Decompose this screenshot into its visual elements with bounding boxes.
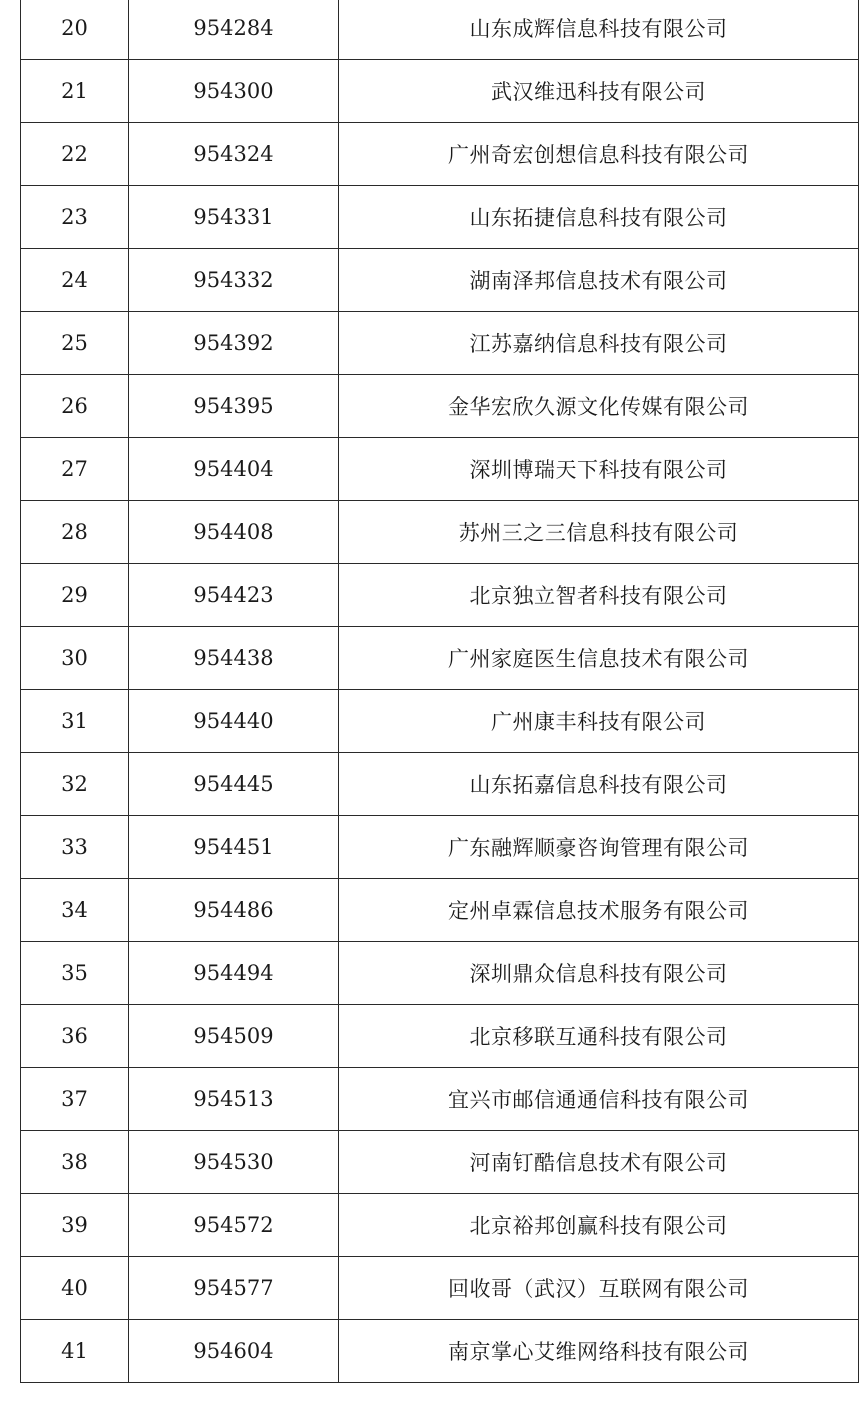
row-company-cell: 武汉维迅科技有限公司 <box>339 60 859 123</box>
table-row <box>21 627 859 690</box>
row-index-cell: 29 <box>21 564 129 627</box>
row-company-cell: 深圳鼎众信息科技有限公司 <box>339 942 859 1005</box>
table-row <box>21 942 859 1005</box>
row-company-cell: 北京移联互通科技有限公司 <box>339 1005 859 1068</box>
row-code-cell: 954530 <box>129 1131 339 1194</box>
table-row <box>21 1257 859 1320</box>
table-row <box>21 1194 859 1257</box>
row-index-cell: 31 <box>21 690 129 753</box>
table-row <box>21 501 859 564</box>
row-company-cell: 定州卓霖信息技术服务有限公司 <box>339 879 859 942</box>
row-code-cell: 954331 <box>129 186 339 249</box>
row-index-cell: 41 <box>21 1320 129 1383</box>
row-code-cell: 954284 <box>129 0 339 60</box>
row-index-cell: 34 <box>21 879 129 942</box>
table-row <box>21 1068 859 1131</box>
row-company-cell: 湖南泽邦信息技术有限公司 <box>339 249 859 312</box>
row-company-cell: 宜兴市邮信通通信科技有限公司 <box>339 1068 859 1131</box>
row-index-cell: 35 <box>21 942 129 1005</box>
row-company-cell: 北京裕邦创赢科技有限公司 <box>339 1194 859 1257</box>
row-company-cell: 回收哥（武汉）互联网有限公司 <box>339 1257 859 1320</box>
table-row <box>21 879 859 942</box>
table-row <box>21 753 859 816</box>
table-row <box>21 249 859 312</box>
row-code-cell: 954572 <box>129 1194 339 1257</box>
row-index-cell: 32 <box>21 753 129 816</box>
row-company-cell: 苏州三之三信息科技有限公司 <box>339 501 859 564</box>
row-company-cell: 南京掌心艾维网络科技有限公司 <box>339 1320 859 1383</box>
row-code-cell: 954404 <box>129 438 339 501</box>
row-code-cell: 954440 <box>129 690 339 753</box>
row-code-cell: 954395 <box>129 375 339 438</box>
table-row <box>21 1131 859 1194</box>
row-index-cell: 37 <box>21 1068 129 1131</box>
row-index-cell: 26 <box>21 375 129 438</box>
row-code-cell: 954494 <box>129 942 339 1005</box>
row-code-cell: 954486 <box>129 879 339 942</box>
row-code-cell: 954423 <box>129 564 339 627</box>
row-code-cell: 954300 <box>129 60 339 123</box>
row-index-cell: 21 <box>21 60 129 123</box>
row-code-cell: 954509 <box>129 1005 339 1068</box>
table-row <box>21 816 859 879</box>
row-code-cell: 954577 <box>129 1257 339 1320</box>
table-row <box>21 123 859 186</box>
row-index-cell: 39 <box>21 1194 129 1257</box>
table-row <box>21 312 859 375</box>
row-index-cell: 30 <box>21 627 129 690</box>
row-index-cell: 33 <box>21 816 129 879</box>
row-code-cell: 954392 <box>129 312 339 375</box>
table-row <box>21 0 859 60</box>
row-index-cell: 22 <box>21 123 129 186</box>
row-company-cell: 金华宏欣久源文化传媒有限公司 <box>339 375 859 438</box>
row-code-cell: 954438 <box>129 627 339 690</box>
row-company-cell: 广州家庭医生信息技术有限公司 <box>339 627 859 690</box>
row-code-cell: 954513 <box>129 1068 339 1131</box>
row-code-cell: 954604 <box>129 1320 339 1383</box>
row-index-cell: 24 <box>21 249 129 312</box>
row-company-cell: 北京独立智者科技有限公司 <box>339 564 859 627</box>
row-company-cell: 山东拓嘉信息科技有限公司 <box>339 753 859 816</box>
table-body <box>21 0 859 1383</box>
row-company-cell: 河南钉酷信息技术有限公司 <box>339 1131 859 1194</box>
row-company-cell: 江苏嘉纳信息科技有限公司 <box>339 312 859 375</box>
table-row <box>21 375 859 438</box>
row-company-cell: 广州康丰科技有限公司 <box>339 690 859 753</box>
table-row <box>21 186 859 249</box>
row-code-cell: 954408 <box>129 501 339 564</box>
row-company-cell: 山东拓捷信息科技有限公司 <box>339 186 859 249</box>
table-row <box>21 1320 859 1383</box>
table-row <box>21 564 859 627</box>
table-row <box>21 438 859 501</box>
table-row <box>21 60 859 123</box>
row-index-cell: 23 <box>21 186 129 249</box>
table-row <box>21 1005 859 1068</box>
row-index-cell: 40 <box>21 1257 129 1320</box>
row-company-cell: 深圳博瑞天下科技有限公司 <box>339 438 859 501</box>
row-index-cell: 25 <box>21 312 129 375</box>
row-company-cell: 广州奇宏创想信息科技有限公司 <box>339 123 859 186</box>
row-code-cell: 954445 <box>129 753 339 816</box>
row-code-cell: 954451 <box>129 816 339 879</box>
row-code-cell: 954324 <box>129 123 339 186</box>
row-index-cell: 27 <box>21 438 129 501</box>
row-index-cell: 20 <box>21 0 129 60</box>
row-index-cell: 28 <box>21 501 129 564</box>
row-index-cell: 38 <box>21 1131 129 1194</box>
row-code-cell: 954332 <box>129 249 339 312</box>
table-row <box>21 690 859 753</box>
company-number-table <box>20 0 859 1383</box>
row-index-cell: 36 <box>21 1005 129 1068</box>
row-company-cell: 广东融辉顺豪咨询管理有限公司 <box>339 816 859 879</box>
row-company-cell: 山东成辉信息科技有限公司 <box>339 0 859 60</box>
